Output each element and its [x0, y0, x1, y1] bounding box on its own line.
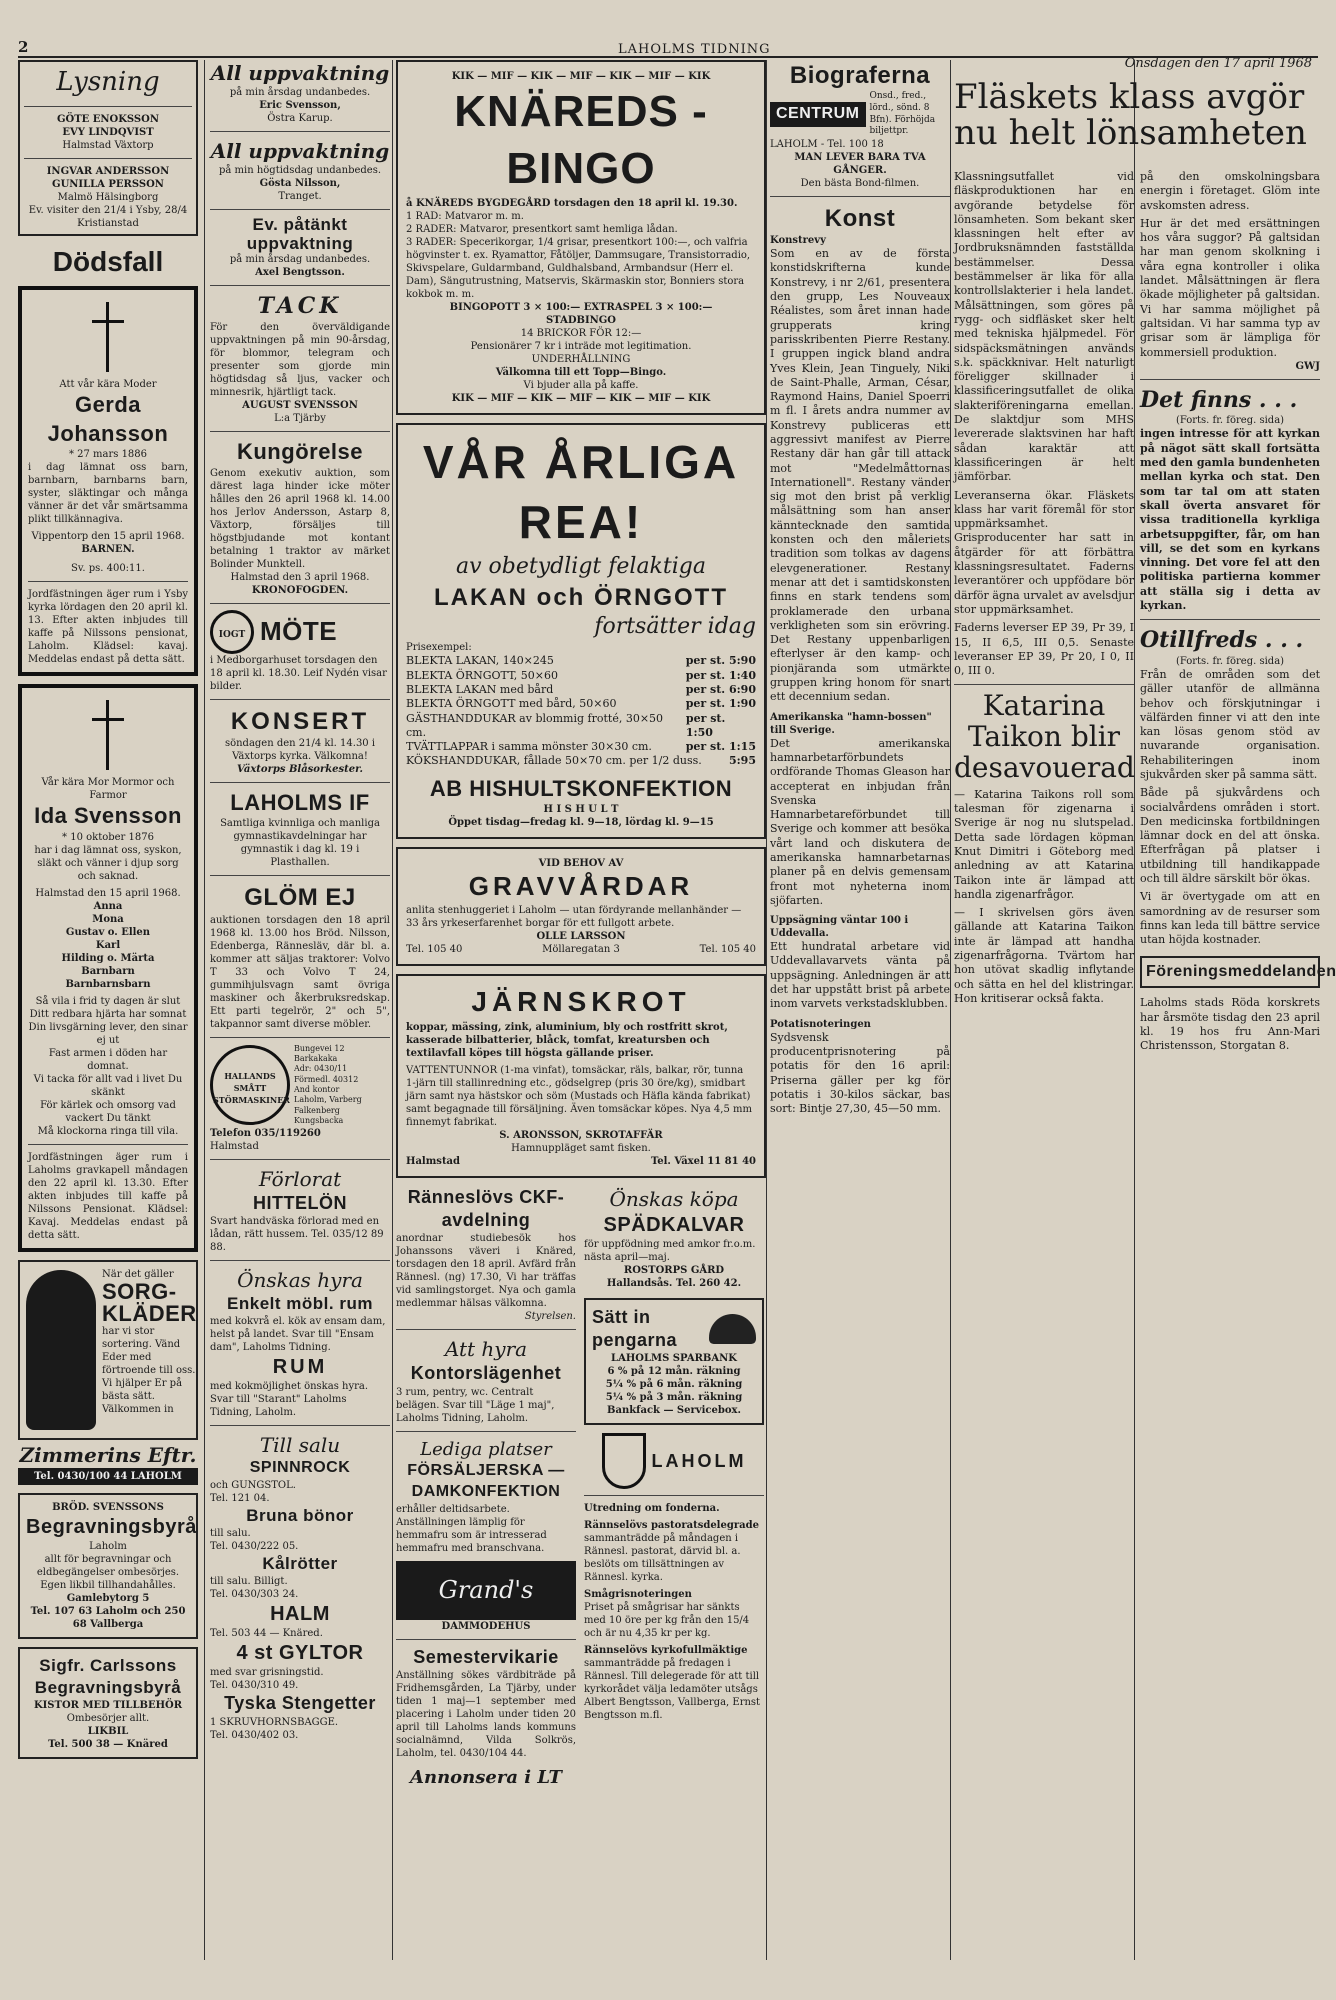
upp2-name: Gösta Nilsson,	[259, 178, 341, 189]
bio-centrum-row	[770, 91, 950, 138]
kung-sign: KRONOFOGDEN.	[251, 584, 349, 596]
rea-shop-place: H I S H U L T	[543, 804, 619, 816]
column-divider	[392, 60, 393, 1960]
column-2	[210, 60, 390, 1960]
ranneslov-text: sammanträdde på måndagen i Rännesl. pastorat, därvid bl. a. beslöts om tillsättningen av Rännesl. kyrka.	[584, 1533, 741, 1584]
woman-illustration	[26, 1268, 96, 1432]
fors-title: FÖRSÄLJERSKA — DAMKONFEKTION	[407, 1462, 565, 1500]
lysning-title: Lysning	[56, 67, 160, 97]
cinema-name: CENTRUM	[770, 102, 866, 127]
konsert-org: Växtorps Blåsorkester.	[237, 763, 363, 775]
satt-bank: LAHOLMS SPARBANK	[611, 1353, 737, 1365]
satt-service: Bankfack — Servicebox.	[607, 1405, 741, 1417]
rea-hours: Öppet tisdag—fredag kl. 9—18, lördag kl. 9—15	[448, 817, 714, 829]
sorg-text: har vi stor sortering. Vänd Eder med förtroende till oss. Vi hjälper Er på bästa sätt. Välkommen in	[102, 1325, 196, 1415]
zimmerins-block	[18, 1442, 198, 1485]
obituary-ida	[18, 684, 198, 1252]
jarnskrot-ad	[396, 974, 766, 1177]
taikon-text: — Katarina Taikons roll som talesman för zigenarna i Sverige är nog nu slutspelad. Detta sade lördagen köpman Knut Dimitri i Göteborg med anledning av att Katarina Taikon inte är lämpad att handla zigenarfrågor.	[954, 787, 1134, 901]
konsert-notice	[210, 706, 390, 776]
tack-name: AUGUST SVENSSON	[242, 399, 358, 411]
annonsera-title: Annonsera i LT	[410, 1767, 562, 1789]
konst-title: Konst	[824, 204, 896, 232]
bingo-top-line: KIK — MIF — KIK — MIF — KIK — MIF — KIK	[451, 71, 711, 82]
flask-text3: Faderns leverser EP 39, Pr 39, I 15, II 6,5, III 0,5. Senaste leveranser EP 39, Pr 20, I 0, II 0, III 0.	[954, 621, 1134, 678]
det-finns-title: Det finns . . .	[1140, 386, 1298, 413]
onskas-hyra-heading: Önskas hyra	[237, 1268, 363, 1293]
upp1-place: Östra Karup.	[267, 113, 333, 124]
sorg-title: SORG-KLÄDER	[102, 1278, 197, 1326]
price-item: BLEKTA ÖRNGOTT, 50×60	[406, 668, 559, 682]
kyrk-text: sammanträdde på fredagen i Rännesl. Till delegerade för att till kyrkorådet välja ledamöter utsågs Albert Bengtsson, Vallberga, Ernst Bengtsson m.fl.	[584, 1658, 761, 1722]
skrot-text2: VATTENTUNNOR (1-ma vinfat), tomsäckar, räls, balkar, rör, tunna 1-järn till stallinredning etc., gödselgrep (pris 30 öre/kg), smidbart järn samt nya hästskor och söm (Mustads och Häfla kända fabrikat) samt begagnade till försäljning. Även tomsäckar köpes. Nya 4,5 mm finnemyt fabrikat.	[406, 1064, 752, 1128]
begr1-text: Laholm allt för begravningar och eldbegängelser ombesörjes. Egen likbil tillhandahålles.	[36, 1540, 180, 1591]
foren-title: Föreningsmeddelanden	[1146, 962, 1336, 980]
sorgklader-ad	[18, 1260, 198, 1440]
price-value: per st. 5:90	[685, 654, 756, 668]
dodsfall-heading: Dödsfall	[52, 245, 164, 277]
obit-text: i dag lämnat oss barn, barnbarn, barnbarns barn, syster, släktingar och många vänner är det vår smärtsamma plikt tillkännagiva.	[28, 462, 188, 526]
col3-lower	[396, 1186, 766, 1790]
price-value: 5:95	[728, 754, 756, 768]
tyska-text: 1 SKRUVHORNSBAGGE. Tel. 0430/402 03.	[210, 1716, 339, 1741]
glom-ej-notice	[210, 882, 390, 1030]
page-number: 2	[18, 38, 29, 56]
column-3	[396, 60, 766, 1960]
hallands-ad	[210, 1044, 390, 1127]
price-item: GÄSTHANDDUKAR av blommig frotté, 30×50 cm.	[406, 711, 664, 739]
laholms-if-notice	[210, 789, 390, 870]
price-row	[406, 683, 756, 697]
upp3-text: på min årsdag undanbedes.	[229, 254, 371, 266]
kalrot-text: till salu. Billigt. Tel. 0430/303 24.	[210, 1576, 299, 1601]
bingo-welcome: Välkomna till ett Topp—Bingo.	[495, 367, 667, 379]
flask-headline: Fläskets klass avgör nu helt lönsamheten	[954, 77, 1307, 153]
sem-title: Semestervikarie	[413, 1646, 559, 1667]
hittelon-title: HITTELÖN	[253, 1192, 347, 1213]
price-value: per st. 1:90	[685, 697, 756, 711]
gyltor-text: med svar grisningstid. Tel. 0430/310 49.	[210, 1667, 324, 1692]
ckf-title: Ränneslövs CKF-avdelning	[407, 1186, 565, 1230]
laholm-brand	[584, 1433, 764, 1489]
spad-tel: Hallandsås. Tel. 260 42.	[606, 1277, 742, 1289]
bingo-title: KNÄREDS - BINGO	[454, 87, 708, 194]
column-4	[770, 60, 950, 1960]
grav-title: GRAVVÅRDAR	[468, 871, 694, 902]
mote-title: MÖTE	[260, 615, 338, 646]
kyrk-title: Rännselövs kyrkofullmäktige	[584, 1645, 748, 1657]
begr1-addr: Gamlebytorg 5 Tel. 107 63 Laholm och 250 68 Vallberga	[30, 1592, 186, 1630]
price-value: per st. 1:40	[685, 668, 756, 682]
laholms-if-text: Samtliga kvinnliga och manliga gymnastikavdelningar har gymnastik i dag kl. 19 i Plasthallen.	[220, 818, 380, 869]
skrot-addr: Hamnuppläget samt fisken.	[511, 1142, 651, 1154]
rea-items: LAKAN och ÖRNGOTT	[434, 583, 728, 611]
obit-place: Vippentorp den 15 april 1968.	[31, 531, 185, 543]
rea-prices-label: Prisexempel:	[406, 642, 472, 654]
cinema-film: MAN LEVER BARA TVA GÅNGER.	[794, 151, 926, 176]
bingo-entertainment: UNDERHÅLLNING	[531, 354, 631, 366]
cross-icon	[88, 700, 128, 770]
rea-continues: fortsätter idag	[594, 613, 756, 639]
ckf-sign: Styrelsen.	[524, 1311, 576, 1323]
spinn-title: SPINNROCK	[249, 1459, 351, 1477]
biografer-title: Biograferna	[789, 62, 931, 89]
spad-name: ROSTORPS GÅRD	[623, 1264, 725, 1276]
couple1-places: Halmstad Växtorp	[62, 139, 154, 151]
begr2-tel: Tel. 500 38 — Knäred	[48, 1739, 168, 1751]
price-item: BLEKTA LAKAN med bård	[406, 682, 554, 696]
obit-sign: BARNEN.	[81, 544, 135, 556]
bingo-brick: 14 BRICKOR FÖR 12:—	[520, 328, 642, 340]
halm-title: HALM	[270, 1603, 330, 1626]
kalrot-title: Kålrötter	[262, 1554, 338, 1574]
satt-rates: 6 % på 12 mån. räkning 5¼ % på 6 mån. räkning 5¼ % på 3 mån. räkning	[605, 1366, 743, 1404]
enkelt-text: med kokvrå el. kök av ensam dam, helst på landet. Svar till "Ensam dam", Laholms Tidning.	[210, 1316, 386, 1354]
price-item: BLEKTA ÖRNGOTT med bård, 50×60	[406, 697, 617, 711]
byline-gwj: GWJ	[1295, 360, 1320, 372]
konst-text: Som en av de första konstidskrifterna kunde Konstrevy, i nr 2/61, presentera den grupp, Les Nouveaux Réalistes, som året innan hade grupperats kring parisskribenten Pierre Restany. I gruppen ingick bland andra Yves Klein, Jean Tinguely, Niki de Saint-Phalle, Arman, César, Raymond Hains, Daniel Spoerri m fl. I årets andra nummer av Konstrevy publiceras ett aggressivt manifest av Pierre Restany där han går till attack mot "Medelmåttornas Internationell". Restany vänder sig mot den brist på verklig målsättning som han anser känntecknade den samtida konsten och den måleriets tradition som tolkas av dagens elevgenerationer. Restany menar att det i samtidskonsten finns en stark tendens som proklamerade den urbana verkligheten som sin erövring. Det Restany uppenbarligen efterlyser är den kamp- och pionjäranda som utmärkte gruppen kring honom för snart ett decennium sedan.	[770, 247, 950, 704]
smag-title: Smågrisnoteringen	[584, 1589, 692, 1601]
laholm-brand-text: LAHOLM	[651, 1450, 747, 1471]
couple2-name-b: GUNILLA PERSSON	[52, 178, 164, 190]
skrot-tel: Tel. Växel 11 81 40	[650, 1155, 756, 1167]
column-divider	[204, 60, 205, 1960]
foreningsmeddelanden-box	[1140, 956, 1336, 989]
rum-text: med kokmöjlighet önskas hyra. Svar till "Starant" Laholms Tidning, Laholm.	[210, 1381, 369, 1419]
grav-top: VID BEHOV AV	[538, 858, 624, 870]
onskas-kopa-heading: Önskas köpa	[609, 1186, 739, 1211]
tack-notice	[210, 292, 390, 425]
hittelon-text: Svart handväska förlorad med en lådan, rätt hussem. Tel. 035/12 89 88.	[210, 1216, 384, 1254]
obit-intro: Vår kära Mor Mormor och Farmor	[41, 777, 175, 802]
col3-lower-right	[584, 1186, 764, 1790]
header-rule	[18, 56, 1318, 58]
bingo-bottom-line: KIK — MIF — KIK — MIF — KIK — MIF — KIK	[451, 393, 711, 405]
ottill-text2: Både på sjukvårdens och socialvårdens områden i stort. Den medicinska fortbildningen lämnar dock en del att önska. Efterfrågan på platser i utbildning till handikappade och till äldre särskilt bör ökas.	[1140, 786, 1320, 886]
potatis-text: Sydsvensk producentprisnotering på potatis för den 16 april: Priserna gäller per kg för potatis i 30-kilos säckar, bas sort: Bintje 27,30, 45—50 mm.	[770, 1030, 950, 1116]
column-6	[1140, 60, 1336, 1960]
spad-title: SPÄDKALVAR	[603, 1213, 745, 1236]
grav-tel2: Tel. 105 40	[699, 944, 756, 956]
hallands-badge-icon: HALLANDS SMÅTT STÖRMASKINER	[210, 1045, 290, 1125]
mote-notice	[210, 610, 390, 654]
price-row	[406, 754, 756, 768]
kung-title: Kungörelse	[236, 438, 364, 464]
bingo-price: Pensionärer 7 kr i inträde mot legitimation.	[470, 341, 692, 353]
knareds-bingo-ad	[396, 60, 766, 415]
grands-name: DAMMODEHUS	[441, 1620, 531, 1632]
obit-funeral: Jordfästningen äger rum i Laholms gravkapell måndagen den 22 april kl. 13.30. Efter akten inbjudes till kaffe på Nilssons Pensionat. Klädsel: Kavaj. Meddelas endast på detta sätt.	[28, 1151, 188, 1241]
bingo-pot: BINGOPOTT 3 × 100:— EXTRASPEL 3 × 100:—	[449, 302, 713, 314]
couple2-note: Ev. visiter den 21/4 i Ysby, 28/4 Kristianstad	[28, 204, 188, 229]
lysning-notice	[18, 60, 198, 236]
grav-addr: Möllaregatan 3	[542, 944, 620, 956]
flask-text2: Leveranserna ökar. Fläskets klass har varit föremål för stor uppmärksamhet. Grisproducenter har satt in åtgärder för att förbättra klassningsresultatet. Faderns leverantörer och uppfödare bör därför ägna urvalet av avelsdjur stor uppmärksamhet.	[954, 488, 1134, 616]
gravvardar-ad	[396, 847, 766, 966]
bruna-title: Bruna bönor	[246, 1505, 354, 1525]
var-rea-ad	[396, 423, 766, 839]
obit-text: har i dag lämnat oss, syskon, släkt och vänner i djup sorg och saknad.	[34, 844, 182, 882]
konst-subtitle: Konstrevy	[770, 235, 826, 247]
cinema-tel: LAHOLM - Tel. 100 18	[770, 138, 884, 150]
begr2-likbil: LIKBIL	[87, 1726, 129, 1738]
col3-lower-left	[396, 1186, 576, 1790]
price-value: per st. 1:15	[685, 740, 756, 754]
upp1-text: på min årsdag undanbedes.	[229, 87, 371, 98]
bingo-where: å KNÄREDS BYGDEGÅRD torsdagen den 18 april kl. 19.30.	[406, 198, 738, 210]
grav-name: OLLE LARSSON	[536, 931, 626, 943]
amer-title: Amerikanska "hamn-bossen" till Sverige.	[770, 711, 932, 736]
bruna-text: till salu. Tel. 0430/222 05.	[210, 1528, 299, 1553]
price-row	[406, 712, 756, 741]
kontor-text: 3 rum, pentry, wc. Centralt belägen. Svar till "Läge 1 maj", Laholms Tidning, Laholm.	[396, 1386, 555, 1424]
forlorat-heading: Förlorat	[258, 1166, 342, 1191]
sorg-shop: Zimmerins Eftr.	[19, 1442, 197, 1467]
ottill-title: Otillfreds . . .	[1140, 627, 1304, 654]
couple2-places: Malmö Hälsingborg	[57, 191, 159, 203]
skrot-name: S. ARONSSON, SKROTAFFÄR	[499, 1129, 663, 1141]
price-row	[406, 654, 756, 668]
konsert-text: söndagen den 21/4 kl. 14.30 i Växtorps kyrka. Välkomna!	[224, 737, 376, 762]
grav-contact-row	[406, 943, 756, 956]
sem-text: Anställning sökes värdbiträde på Fridhemsgården, La Tjärby, under tiden 1 maj—1 september med placering i Laholm under tiden 20 april till Laholms lands kommuns socialnämnd, Vilda Solkrös, Laholm, tel. 0430/104 44.	[396, 1670, 576, 1760]
rum-title: RUM	[272, 1356, 328, 1379]
tyska-title: Tyska Stengetter	[224, 1693, 376, 1714]
price-value: per st. 6:90	[685, 682, 756, 696]
smag-text: Priset på smågrisar har sänkts med 10 öre per kg från den 15/4 och är nu 4,35 kr per kg.	[584, 1602, 750, 1640]
gyltor-title: 4 st GYLTOR	[236, 1642, 364, 1665]
sparbank-ad	[584, 1298, 764, 1426]
till-salu-heading: Till salu	[259, 1433, 341, 1458]
upp1-name: Eric Svensson,	[259, 100, 341, 111]
upps-text: Ett hundratal arbetare vid Uddevallavarvets vänta på uppsägning. Anledningen är att det har uppstått brist på arbete inom varvets verkstadsklubben.	[770, 940, 950, 1011]
obit-name: Gerda Johansson	[47, 392, 169, 446]
tack-text: För den överväldigande uppvaktningen på min 90-årsdag, för blommor, telegram och presenter som gjorde min högtidsdag så ljus, vacker och minnesrik, hjärtligt tack.	[210, 321, 390, 398]
iogt-logo-icon: IOGT	[210, 610, 254, 654]
hallands-place: Halmstad	[210, 1140, 259, 1152]
ottill-sub: (Forts. fr. föreg. sida)	[1175, 655, 1285, 667]
bingo-stad: STADBINGO	[545, 315, 617, 327]
obit-name: Ida Svensson	[34, 803, 182, 829]
enkelt-title: Enkelt möbl. rum	[227, 1294, 373, 1314]
skrot-text: koppar, mässing, zink, aluminium, bly och rostfritt skrot, kasserade bilbatterier, blåck, tomfat, kreatursben och textilavfall köpes till högsta gällande priser.	[406, 1021, 728, 1059]
obit-place: Halmstad den 15 april 1968.	[35, 887, 181, 899]
ranneslov-title: Rännselövs pastoratsdelegrade	[584, 1520, 759, 1532]
begr1-top: BRÖD. SVENSSONS	[52, 1501, 164, 1513]
grav-text: anlita stenhuggeriet i Laholm — utan fördyrande mellanhänder — 33 års yrkeserfarenhet borgar för ett fullgott arbete.	[406, 905, 742, 930]
bingo-lines: 1 RAD: Matvaror m. m. 2 RADER: Matvaror, presentkort samt hemliga lådan. 3 RADER: Specerikorgar, 1/4 grisar, presentkort 100:—, och valfria högvinster t. ex. Ryamattor, Fåtöljer, Dammsugare, Transistorradio, Skivspelare, Guldarmband, Guldhalsband, Armbandsur (Herr el. Dam), Sängutrustning, Matservis, Skärmaskin stor, Bonniers stora kokbok m. m.	[406, 211, 751, 301]
price-item: KÖKSHANDDUKAR, fållade 50×70 cm. per 1/2 duss.	[406, 754, 702, 768]
issue-date: Onsdagen den 17 april 1968	[1124, 56, 1312, 71]
begr1-title: Begravningsbyrå	[26, 1515, 197, 1538]
begravning-svensson-ad	[18, 1493, 198, 1639]
halm-text: Tel. 503 44 — Knäred.	[210, 1628, 323, 1640]
rea-sub: av obetydligt felaktiga	[456, 553, 706, 579]
glom-title: GLÖM EJ	[244, 884, 356, 912]
obit-family-names: Anna Mona Gustav o. Ellen Karl Hilding o. Märta Barnbarn Barnbarnsbarn	[61, 900, 155, 990]
begr2-text: Ombesörjer allt.	[66, 1713, 150, 1725]
mote-text: i Medborgarhuset torsdagen den 18 april kl. 18.30. Leif Nydén visar bilder.	[210, 654, 387, 692]
couple1-name-a: GÖTE ENOKSSON	[56, 113, 160, 125]
obit-intro: Att vår kära Moder	[59, 379, 157, 391]
col6-text1: på den omskolningsbara energin i företaget. Glöm inte avskomsten adress.	[1140, 170, 1320, 212]
upps-title: Uppsägning väntar 100 i Uddevalla.	[770, 915, 909, 940]
lediga-platser-heading: Lediga platser	[420, 1438, 552, 1460]
shield-icon	[602, 1433, 646, 1489]
cross-icon	[88, 302, 128, 372]
kungorelse-notice	[210, 438, 390, 597]
begravning-carlsson-ad	[18, 1647, 198, 1759]
utredning-title: Utredning om fonderna.	[584, 1503, 720, 1515]
fors-text: erhåller deltidsarbete. Anställningen lämplig för hemmafru som är intresserad hemmafru med branschvana.	[396, 1503, 547, 1554]
upp2-place: Tranget.	[278, 191, 322, 202]
column-divider	[950, 60, 951, 1960]
couple2-name-a: INGVAR ANDERSSON	[46, 165, 170, 177]
spad-text: för uppfödning med amkor fr.o.m. nästa april—maj.	[584, 1238, 756, 1263]
det-finns-text: ingen intresse för att kyrkan på nägot sätt skall fortsätta med den gamla bundenheten mellan kyrka och stat. Den som tar tal om att staten skall överta ansvaret för vissa traditionella kyrkliga arbetsuppgifter, får, om han vill, se det som en kyrkans vinning. Det vore fel att den politiska partierna kommer att ställa sig i detta av kyrkan.	[1140, 427, 1320, 613]
skrot-title: JÄRNSKROT	[471, 986, 691, 1018]
kung-place: Halmstad den 3 april 1968.	[230, 571, 370, 583]
column-1	[18, 60, 198, 1960]
obit-born: * 27 mars 1886	[68, 449, 148, 461]
upp2-title: All uppvaktning	[210, 139, 390, 163]
price-row	[406, 740, 756, 754]
sorg-tel: Tel. 0430/100 44 LAHOLM	[18, 1468, 198, 1485]
price-value: per st. 1:50	[685, 711, 726, 739]
tack-title: TACK	[257, 293, 343, 320]
taikon-text2: — I skrivelsen görs även gällande att Katarina Taikon inte är lämpad att handha zigenarfrågorna. Tvärtom har hon utövat skadlig inflytande och sätta en hel del klistringar. Hon kritiserar också fakta.	[954, 906, 1134, 1005]
sorg-top: När det gäller	[102, 1268, 174, 1280]
begr2-sub: KISTOR MED TILLBEHÖR	[33, 1700, 183, 1712]
obit-funeral: Jordfästningen äger rum i Ysby kyrka lördagen den 20 april kl. 13. Efter akten inbjudes till kaffe på Nilssons pensionat, Laholm. Klädsel: kavaj. Meddelas endast på detta sätt.	[28, 589, 188, 666]
price-row	[406, 669, 756, 683]
col6-text2: Hur är det med ersättningen hos våra suggor? På galtsidan har man genom skolkning i våra egna kontroller i olika landet. Målsättningen är flera ökade möjligheter på galtsidan. Vi har samma möjlighet på galtsidan. Vi har samma typ av grisar som är lämpliga för kommersiell produktion.	[1140, 216, 1320, 359]
uppvaktning-3	[210, 216, 390, 279]
obituary-gerda	[18, 286, 198, 676]
obit-verse: Så vila i frid ty dagen är slut Ditt redbara hjärta har somnat Din livsgärning lever, den sinar ej ut Fast armen i döden har domnat. Vi tacka för allt vad i livet Du skänkt För kärlek och omsorg vad vackert Du tänkt Må klockorna ringa till vila.	[28, 995, 188, 1137]
upp3-name: Axel Bengtsson.	[255, 267, 345, 279]
rea-title: VÅR ÅRLIGA REA!	[422, 436, 740, 549]
upp3-title: Ev. påtänkt uppvaktning	[246, 215, 354, 253]
spinn-text: och GUNGSTOL. Tel. 121 04.	[210, 1479, 296, 1504]
hallands-tel: Telefon 035/119260	[210, 1127, 321, 1139]
obit-psalm: Sv. ps. 400:11.	[71, 563, 145, 575]
obit-born: * 10 oktober 1876	[62, 831, 154, 843]
uppvaktning-1	[210, 60, 390, 125]
konsert-title: KONSERT	[230, 707, 370, 735]
ottill-text: Från de områden som det gäller utanför de allmänna behov och förskjutningar i välfärden finner vi att den inte kan lösas genom stöd av nuvarande organisation. Rehabiliteringen inom sjukvården sker på samma sätt.	[1140, 667, 1320, 781]
price-row	[406, 697, 756, 711]
price-item: TVÄTTLAPPAR i samma mönster 30×30 cm.	[406, 740, 652, 754]
foren-text: Laholms stads Röda korskrets har årsmöte tisdag den 23 april kl. 19 hos fru Ann-Mari Christensson, Storgatan 8.	[1140, 996, 1320, 1053]
taikon-headline: Katarina Taikon blir desavouerad	[954, 689, 1135, 784]
bingo-coffee: Vi bjuder alla på kaffe.	[523, 380, 639, 392]
uppvaktning-2	[210, 138, 390, 203]
kontor-title: Kontorslägenhet	[410, 1363, 562, 1384]
grav-tel1: Tel. 105 40	[406, 944, 463, 956]
skrot-contact-row	[406, 1155, 756, 1168]
glom-text: auktionen torsdagen den 18 april 1968 kl. 13.00 hos Bröd. Nilsson, Edenberga, Rännesläv, där bl. a. kommer att säljas traktorer: Volvo T 33 och Volvo T 24, gummihjulsvagn samt övriga maskiner och åkerbruksredskap. Ett parti tegelrör, 2" och 5", takpannor samt diverse möbler.	[210, 914, 390, 1030]
column-divider	[1134, 60, 1135, 1960]
cinema-info: Onsd., fred., lörd., sönd. 8 Bfn). Förhöjda biljettpr.	[869, 91, 936, 137]
cinema-film2: Den bästa Bond-filmen.	[800, 177, 920, 189]
flask-text: Klassningsutfallet vid fläskproduktionen har en avgörande betydelse för lönsamheten. Som bekant sker klassningen helt efter av Jordbruksnämnden fastställda bestämmelser. Dessa bestämmelser är lika för alla kontrollslakterier i hela landet. Målsättningen, som göres på rygg- och sidfläsket sker helt med tekniska hjälpmedel. För sidspäcksmätningen används s.k. späckknivar. Helt naturligt föreligger skillnader i klassificeringsutfallet de olika slakteriföreningarna emellan. De slaktdjur som MHS levererade slaktsvinen har haft sådan karaktär att klassificeringen är helt jämförbar.	[954, 170, 1134, 484]
price-item: BLEKTA LAKAN, 140×245	[406, 654, 554, 668]
skrot-place: Halmstad	[406, 1155, 461, 1167]
kung-text: Genom exekutiv auktion, som därest laga hinder icke möter hålles den 26 april 1968 kl. 14.00 hos Jerlov Andersson, Astarp 8, Växtorp, försäljes till högstbjudande mot kontant betalning 1 traktor av märket Bolinder Munktell.	[210, 467, 390, 570]
rea-price-list	[406, 654, 756, 768]
amer-text: Det amerikanska hamnarbetarförbundets ordförande Thomas Gleason har accepterat en inbjudan från Svenska Hamnarbetareförbundet till Sverige och kommer att besöka vårt land och diskutera de amerikanska hamnarbetarnas planer på en delvis gemensam front mot nyheterna inom sjöfarten.	[770, 736, 950, 907]
rea-shop: AB HISHULTSKONFEKTION	[429, 775, 733, 801]
grands-logo: Grand's	[396, 1561, 576, 1620]
laholms-if-title: LAHOLMS IF	[230, 789, 370, 815]
potatis-title: Potatisnoteringen	[770, 1018, 871, 1030]
hallands-info: Bungevei 12 Barkakaka Adr: 0430/11 Förmedl. 40312 And kontor Laholm, Varberg Falkenberg Kungsbacka	[294, 1043, 362, 1126]
beaver-icon	[709, 1314, 756, 1344]
att-hyra-heading: Att hyra	[444, 1337, 528, 1362]
upp1-title: All uppvaktning	[210, 61, 390, 85]
column-divider	[766, 60, 767, 1960]
det-finns-sub: (Forts. fr. föreg. sida)	[1175, 415, 1285, 427]
newspaper-title: LAHOLMS TIDNING	[618, 42, 771, 57]
ckf-text: anordnar studiebesök hos Johanssons väveri i Knäred, torsdagen den 18 april. Avfärd från Rännesl. (ng) 17.30, Vi har träffas vid samlingstorget. Nya och gamla medlemmar hälsas välkomna.	[396, 1233, 576, 1310]
upp2-text: på min högtidsdag undanbedes.	[218, 165, 382, 176]
satt-title: Sätt in pengarna	[592, 1306, 678, 1350]
ottill-text3: Vi är övertygade om att en samordning av de resurser som finns kan leda till bättre service utan höjda kostnader.	[1140, 890, 1320, 947]
tack-place: L:a Tjärby	[274, 412, 326, 424]
begr2-title: Sigfr. Carlssons Begravningsbyrå	[34, 1655, 182, 1698]
couple1-name-b: EVY LINDQVIST	[62, 126, 154, 138]
